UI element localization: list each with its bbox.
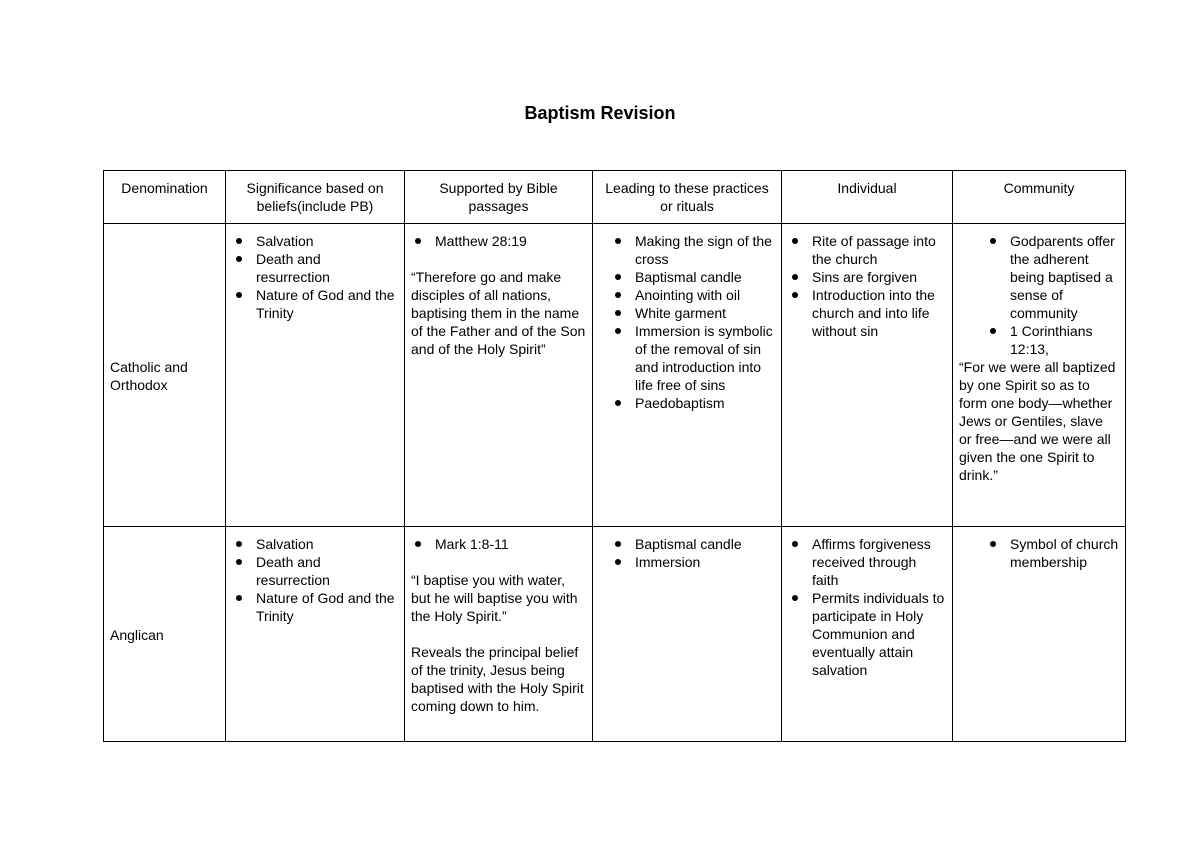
revision-table: [103, 170, 1126, 742]
list-item: Nature of God and the Trinity: [256, 286, 398, 322]
list-item: Godparents offer the adherent being baptised a sense of community: [1010, 232, 1119, 322]
list-item: Salvation: [256, 535, 398, 553]
bible-quote: “I baptise you with water, but he will baptise you with the Holy Spirit.”: [411, 572, 578, 624]
header-practices: Leading to these practices or rituals: [593, 171, 782, 224]
list-item: Symbol of church membership: [1010, 536, 1119, 570]
list-item: Immersion is symbolic of the removal of sin and introduction into life free of sins: [635, 322, 775, 394]
cell-denomination: Anglican: [104, 527, 226, 742]
list-item: Paedobaptism: [635, 394, 775, 412]
cell-bible: [405, 224, 593, 527]
cell-practices: [593, 527, 782, 742]
list-item: Sins are forgiven: [812, 268, 946, 286]
bible-ref-list: [411, 232, 586, 250]
header-bible: Supported by Bible passages: [405, 171, 593, 224]
header-denomination: Denomination: [104, 171, 226, 224]
list-item: Permits individuals to participate in Holy Communion and eventually attain salvation: [812, 590, 945, 678]
practices-list: [599, 535, 775, 571]
list-item: Immersion: [635, 553, 775, 571]
header-individual: Individual: [782, 171, 953, 224]
list-item: Introduction into the church and into life without sin: [812, 286, 946, 340]
list-item: Death and resurrection: [256, 250, 398, 286]
table-row: [104, 527, 1126, 742]
list-item: 1 Corinthians 12:13,: [1010, 322, 1119, 358]
practices-list: [599, 232, 775, 412]
list-item: Rite of passage into the church: [812, 232, 946, 268]
list-item: Affirms forgiveness received through faith: [812, 535, 946, 589]
cell-bible: [405, 527, 593, 742]
list-item: Mark 1:8-11: [435, 535, 586, 553]
list-item: Death and resurrection: [256, 553, 398, 589]
cell-individual: [782, 527, 953, 742]
page-title: Baptism Revision: [524, 103, 676, 123]
bible-quote: “Therefore go and make disciples of all nations, baptising them in the name of the Father and of the Son and of the Holy Spirit”: [411, 269, 586, 357]
list-item: Nature of God and the Trinity: [256, 589, 398, 625]
cell-practices: [593, 224, 782, 527]
header-row: [104, 171, 1126, 224]
cell-denomination: Catholic and Orthodox: [104, 224, 226, 527]
list-item: Making the sign of the cross: [635, 232, 775, 268]
cell-community: [953, 527, 1126, 742]
significance-list: [232, 232, 398, 322]
community-list: [959, 232, 1119, 358]
individual-list: [788, 535, 946, 679]
table-row: [104, 224, 1126, 527]
header-community: Community: [953, 171, 1126, 224]
significance-list: [232, 535, 398, 625]
list-item: Baptismal candle: [635, 268, 775, 286]
bible-ref-list: [411, 535, 586, 553]
community-quote: “For we were all baptized by one Spirit so as to form one body—whether Jews or Gentiles, slave or free—and we were all given the one Spirit to drink.”: [959, 359, 1116, 483]
list-item: White garment: [635, 304, 775, 322]
header-significance: Significance based on beliefs(include PB): [226, 171, 405, 224]
cell-individual: [782, 224, 953, 527]
cell-significance: [226, 224, 405, 527]
community-list: [959, 535, 1119, 571]
list-item: Anointing with oil: [635, 286, 775, 304]
list-item: Matthew 28:19: [435, 232, 586, 250]
individual-list: [788, 232, 946, 340]
list-item: Baptismal candle: [635, 535, 775, 553]
bible-note: Reveals the principal belief of the trinity, Jesus being baptised with the Holy Spirit coming down to him.: [411, 644, 584, 714]
cell-significance: [226, 527, 405, 742]
cell-community: [953, 224, 1126, 527]
list-item: Salvation: [256, 232, 398, 250]
